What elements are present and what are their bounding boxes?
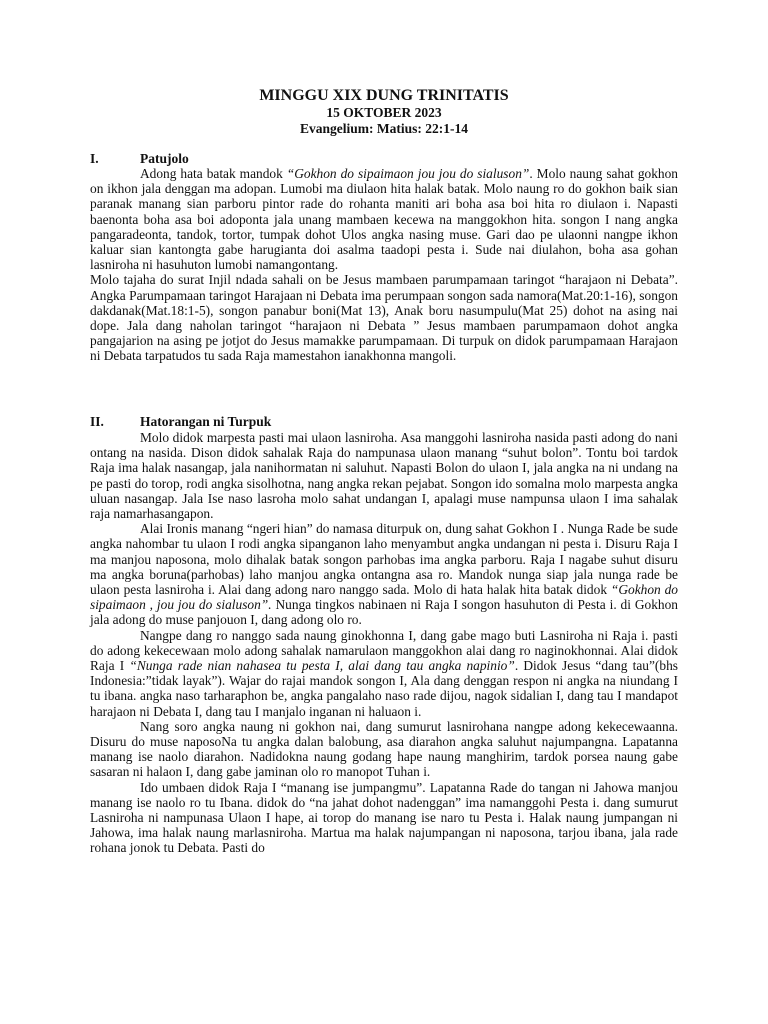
- paragraph-text: Nunga tingkos nabinaen ni Raja I songon hasuhuton di Pesta i. di Gokhon jala adong do muse panjouon I, dang adong olo ro.: [90, 597, 678, 628]
- section-title: Patujolo: [140, 151, 189, 166]
- paragraph-text: Adong hata batak mandok: [140, 166, 287, 181]
- section-body-hatorangan: [90, 430, 678, 856]
- section-heading-patujolo: [90, 151, 189, 167]
- paragraph-text: Alai Ironis manang “ngeri hian” do namasa diturpuk on, dung sahat Gokhon I . Nunga Rade be sude angka nahombar tu ulaon I rodi angka sipanganon laho menyambut angka undangan ni pesta i. Disuru Raja I ma manjou naposona, molo dihalak batak songon parhobas ima angka parboru. Raja I nagabe suhut disuru ma angka boruna(parhobas) laho manjou angka ontangna asa ro. Mandok nunga siap jala nunga rade be ulaon pesta lasniroha i. Alai dang adong naro nanggo sada. Molo di hata halak hita batak didok: [90, 521, 678, 598]
- paragraph: [90, 166, 678, 272]
- batak-proverb: “Gokhon do sipaimaon jou jou do sialuson”: [286, 166, 530, 181]
- section-heading-hatorangan: [90, 414, 271, 430]
- paragraph-text: . Didok Jesus “dang tau”(bhs Indonesia:”tidak layak”). Wajar do rajai mandok songon I, Ala dang denggan respon ni angka na niundang I tu ibana. angka naso tarharaphon be, angka pangalaho naso rade dijou, nagok sidalian I, dang tau I mandapot harajaon ni Debata I, dang tau I manjalo inganan ni haluaon i.: [90, 658, 678, 719]
- document-date: 15 OKTOBER 2023: [326, 105, 442, 120]
- section-title: Hatorangan ni Turpuk: [140, 414, 272, 429]
- paragraph: Molo tajaha do surat Injil ndada sahali on be Jesus mambaen parumpamaan taringot “harajaon ni Debata”. Angka Parumpamaan taringot Harajaan ni Debata ima perumpaan songon sada namora(Mat.20:1-16), songon dakdanak(Mat.18:1-5), songon panabur boni(Mat 13), Anak boru nasumpulu(Mat 25) dohot na asing nai dope. Jala dang naholan taringot “harajaon ni Debata ” Jesus mambaen parumpamaon dohot angka pangajarion na asing pe jotjot do Jesus mamakke parumpamaan. Di turpuk on didok parumpamaan Harajaon ni Debata tarpatudos tu sada Raja mamestahon ianakhonna mangoli.: [90, 272, 678, 364]
- paragraph: Molo didok marpesta pasti mai ulaon lasniroha. Asa manggohi lasniroha nasida pasti adong do nani ontang na nasida. Dison didok sahalak Raja do nampunasa ulaon manang “suhut bolon”. Tontu boi tardok Raja ima halak nasangap, jala nanihormatan ni saluhut. Napasti Bolon do ulaon I, jala angka na ni undang na pe pasti do torop, rodi angka sisolhotna, nang angka rekan pejabat. Songon ido somalna molo marpesta angka uluan nasangap. Jala Ise naso lasroha molo sahat undangan I, apalagi muse nampunsa ulaon I ima sahalak raja namarhasangapon.: [90, 430, 678, 522]
- paragraph: Nang soro angka naung ni gokhon nai, dang sumurut lasnirohana nangpe adong kekecewaanna. Disuru do muse naposoNa tu angka dalan balobung, asa diarahon angka saluhut najumpangna. Lapatanna manang ise naolo diarahon. Nadidokna naung godang hape naung manghirim, tardok porsea naung gabe sasaran ni halaon I, dang gabe jaminan olo ro manopot Tuhan i.: [90, 718, 678, 780]
- document-title: MINGGU XIX DUNG TRINITATIS: [259, 87, 509, 104]
- paragraph-text: Nangpe dang ro nanggo sada naung ginokhonna I, dang gabe mago buti Lasniroha ni Raja i. pasti do adong kekecewaan molo adong sahalak namarulaon manggokhon alai dang ro naginokhonnai. Alai didok Raja I: [90, 627, 678, 674]
- section-number: I.: [90, 151, 99, 166]
- batak-proverb: “Gokhon do sipaimaon , jou jou do sialuson”.: [90, 582, 678, 613]
- paragraph: [90, 628, 678, 719]
- paragraph-text: . Molo naung sahat gokhon on ikhon jala denggan ma adopan. Lumobi ma diulaon hita halak batak. Molo naung ro do gokhon baik sian paranak manang sian parboru pintor rade do rohanta maniti ari boha asa boi hita ro diulaon i. Napasti baenonta boha asa boi adoponta jala unang mambaen kecewa na manggokhon hita. songon I nang angka pangaradeonta, tandok, tortor, tumpak dohot Ulos angka nasing muse. Gari dao pe ulaonni nangpe ikhon kaluar sian kantongta gabe harugianta doi asalma taadopi pesta i. Sude nai diulahon, boha asa gohan lasniroha ni hasuhuton lumobi namangontang.: [90, 166, 678, 273]
- section-body-patujolo: [90, 166, 678, 364]
- evangelium-reference: Evangelium: Matius: 22:1-14: [300, 121, 468, 136]
- paragraph: [90, 521, 678, 627]
- section-number: II.: [90, 414, 104, 429]
- paragraph: Ido umbaen didok Raja I “manang ise jumpangmu”. Lapatanna Rade do tangan ni Jahowa manjou manang ise naolo ro tu Ibana. didok do “na jahat dohot nadenggan” ima namanggohi Pesta i. dang sumurut Lasniroha ni nampunasa Ulaon I hape, ai torop do manang ise naro tu Pesta i. Halak naung jumpangan ni Jahowa, ima halak naung marlasniroha. Martua ma halak najumpangan ni naposona, tarjou ibana, jala rade rohana jonok tu Debata. Pasti do: [90, 779, 678, 856]
- king-quote: “Nunga rade nian nahasea tu pesta I, alai dang tau angka napinio”: [129, 658, 515, 674]
